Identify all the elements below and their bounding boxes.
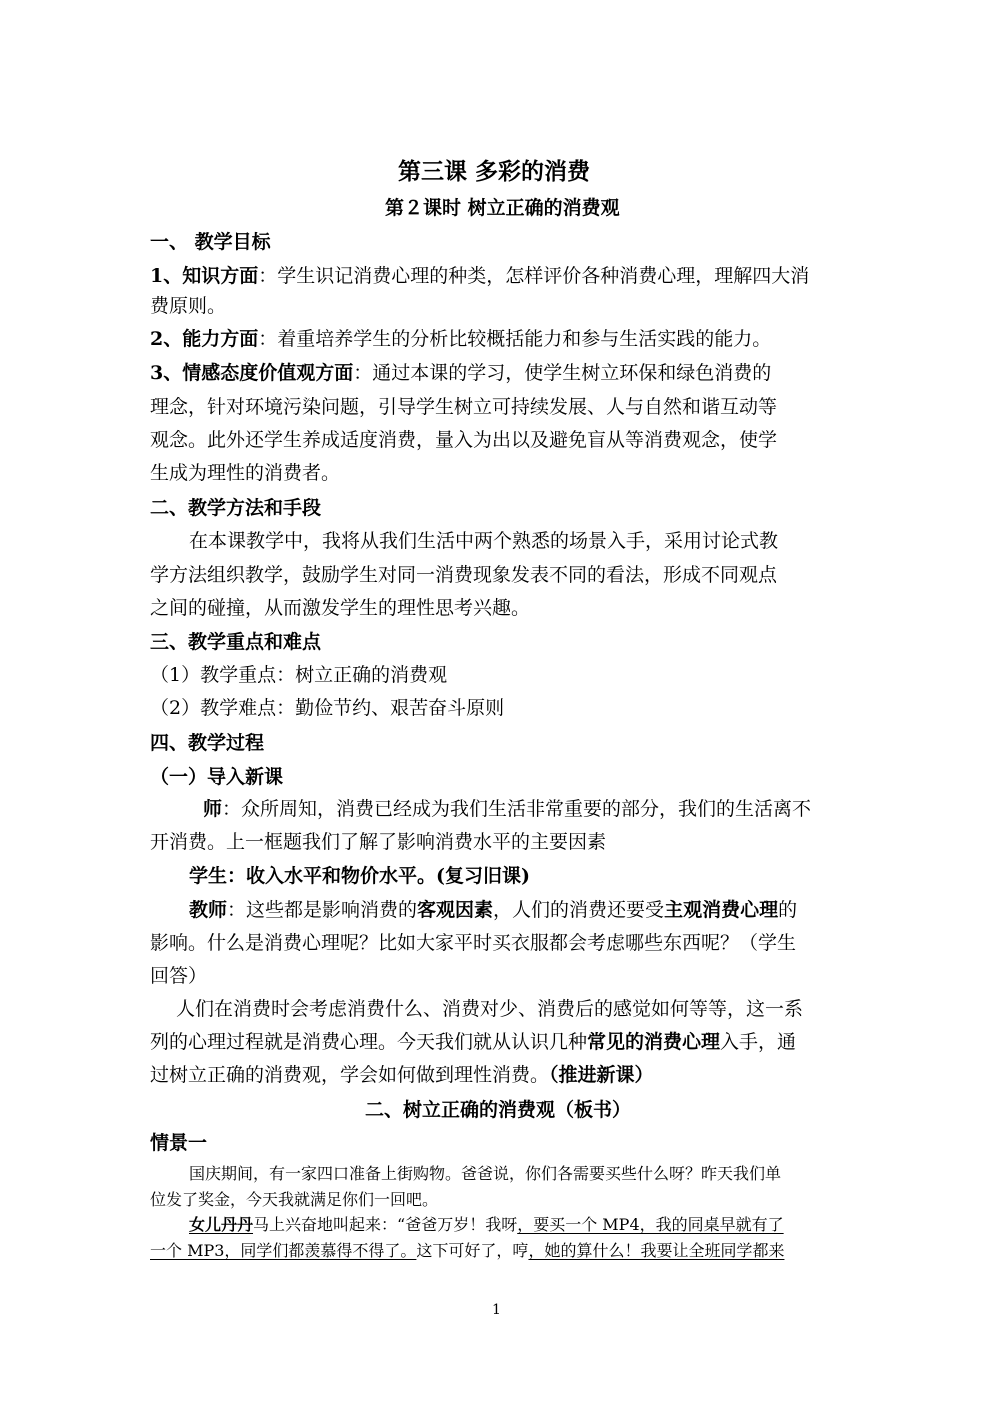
emotion-line-2: 理念，针对环境污染问题，引导学生树立可持续发展、人与自然和谐互动等 xyxy=(150,396,778,418)
heading-objectives: 一、 教学目标 xyxy=(150,231,271,253)
teacher-line-3 xyxy=(189,898,797,922)
daughter-text-e: ，她的算什么！我要让全班同学都来 xyxy=(528,1241,785,1260)
daughter-text-d: 这下可好了，哼 xyxy=(416,1241,529,1260)
teacher-label-short: 师 xyxy=(203,798,223,820)
daughter-name: 女儿丹丹 xyxy=(189,1215,254,1234)
heading-intro: （一）导入新课 xyxy=(150,766,284,788)
heading-methods: 二、教学方法和手段 xyxy=(150,497,322,519)
daughter-text-b: ，要买一个 MP4，我的同桌早就有了 xyxy=(517,1215,784,1234)
daughter-text-c: 一个 MP3，同学们都羡慕得不得了。 xyxy=(150,1241,417,1260)
teacher-text-a: ：这些都是影响消费的 xyxy=(227,899,418,921)
teacher-text-e: 的 xyxy=(778,899,798,921)
common-psychology: 常见的消费心理 xyxy=(587,1031,721,1053)
knowledge-text: ：学生识记消费心理的种类，怎样评价各种消费心理，理解四大消 xyxy=(258,265,810,287)
methods-line-2: 学方法组织教学，鼓励学生对同一消费现象发表不同的看法，形成不同观点 xyxy=(150,564,778,586)
methods-line-3: 之间的碰撞，从而激发学生的理性思考兴趣。 xyxy=(150,597,531,619)
teacher-line-5: 回答） xyxy=(150,965,208,987)
keypoint-2: （2）教学难点：勤俭节约、艰苦奋斗原则 xyxy=(150,697,505,719)
psychology-text-a: 列的心理过程就是消费心理。今天我们就从认识几种 xyxy=(150,1031,588,1053)
ability-label: 2、能力方面 xyxy=(150,328,259,350)
emotion-line xyxy=(150,361,771,385)
emotion-label: 3、情感态度价值观方面 xyxy=(150,362,354,384)
psychology-line-2 xyxy=(150,1030,796,1054)
teacher-line-2: 开消费。上一框题我们了解了影响消费水平的主要因素 xyxy=(150,831,607,853)
teacher-line-1 xyxy=(203,797,811,821)
teacher-text-c: ，人们的消费还要受 xyxy=(493,899,665,921)
psychology-line-3 xyxy=(150,1063,654,1087)
daughter-line-2 xyxy=(150,1240,784,1262)
ability-text: ：着重培养学生的分析比较概括能力和参与生活实践的能力。 xyxy=(258,328,772,350)
keypoint-1: （1）教学重点：树立正确的消费观 xyxy=(150,664,448,686)
objective-factors: 客观因素 xyxy=(417,899,494,921)
psychology-text-3a: 过树立正确的消费观，学会如何做到理性消费。 xyxy=(150,1064,550,1086)
page-title: 第三课 多彩的消费 xyxy=(398,158,591,185)
page-subtitle: 第２课时 树立正确的消费观 xyxy=(385,197,620,219)
board-section-title: 二、树立正确的消费观（板书） xyxy=(365,1099,632,1121)
knowledge-line-2: 费原则。 xyxy=(150,295,227,317)
emotion-line-4: 生成为理性的消费者。 xyxy=(150,462,341,484)
psychology-text-c: 入手，通 xyxy=(720,1031,797,1053)
knowledge-line xyxy=(150,264,809,288)
daughter-line-1 xyxy=(189,1214,784,1236)
scene-line-2: 位发了奖金，今天我就满足你们一回吧。 xyxy=(150,1190,439,1209)
methods-line-1: 在本课教学中，我将从我们生活中两个熟悉的场景入手，采用讨论式教 xyxy=(189,530,779,552)
student-answer: 学生：收入水平和物价水平。(复习旧课) xyxy=(189,865,530,887)
teacher-text-1: ：众所周知，消费已经成为我们生活非常重要的部分，我们的生活离不 xyxy=(222,798,812,820)
heading-process: 四、教学过程 xyxy=(150,732,265,754)
teacher-label: 教师 xyxy=(189,899,228,921)
daughter-text-a: 马上兴奋地叫起来：“爸爸万岁！我呀 xyxy=(253,1215,518,1234)
teacher-line-4: 影响。什么是消费心理呢？比如大家平时买衣服都会考虑哪些东西呢？（学生 xyxy=(150,932,797,954)
subjective-psychology: 主观消费心理 xyxy=(664,899,779,921)
emotion-text: ：通过本课的学习，使学生树立环保和绿色消费的 xyxy=(353,362,772,384)
advance-lesson: （推进新课） xyxy=(549,1064,654,1086)
emotion-line-3: 观念。此外还学生养成适度消费，量入为出以及避免盲从等消费观念，使学 xyxy=(150,429,778,451)
scene-heading: 情景一 xyxy=(150,1132,208,1154)
scene-line-1: 国庆期间，有一家四口准备上街购物。爸爸说，你们各需要买些什么呀？昨天我们单 xyxy=(189,1164,782,1183)
knowledge-label: 1、知识方面 xyxy=(150,265,259,287)
psychology-line-1: 人们在消费时会考虑消费什么、消费对少、消费后的感觉如何等等，这一系 xyxy=(176,998,804,1020)
heading-keypoints: 三、教学重点和难点 xyxy=(150,631,322,653)
page-number: 1 xyxy=(492,1302,501,1318)
ability-line xyxy=(150,327,771,351)
